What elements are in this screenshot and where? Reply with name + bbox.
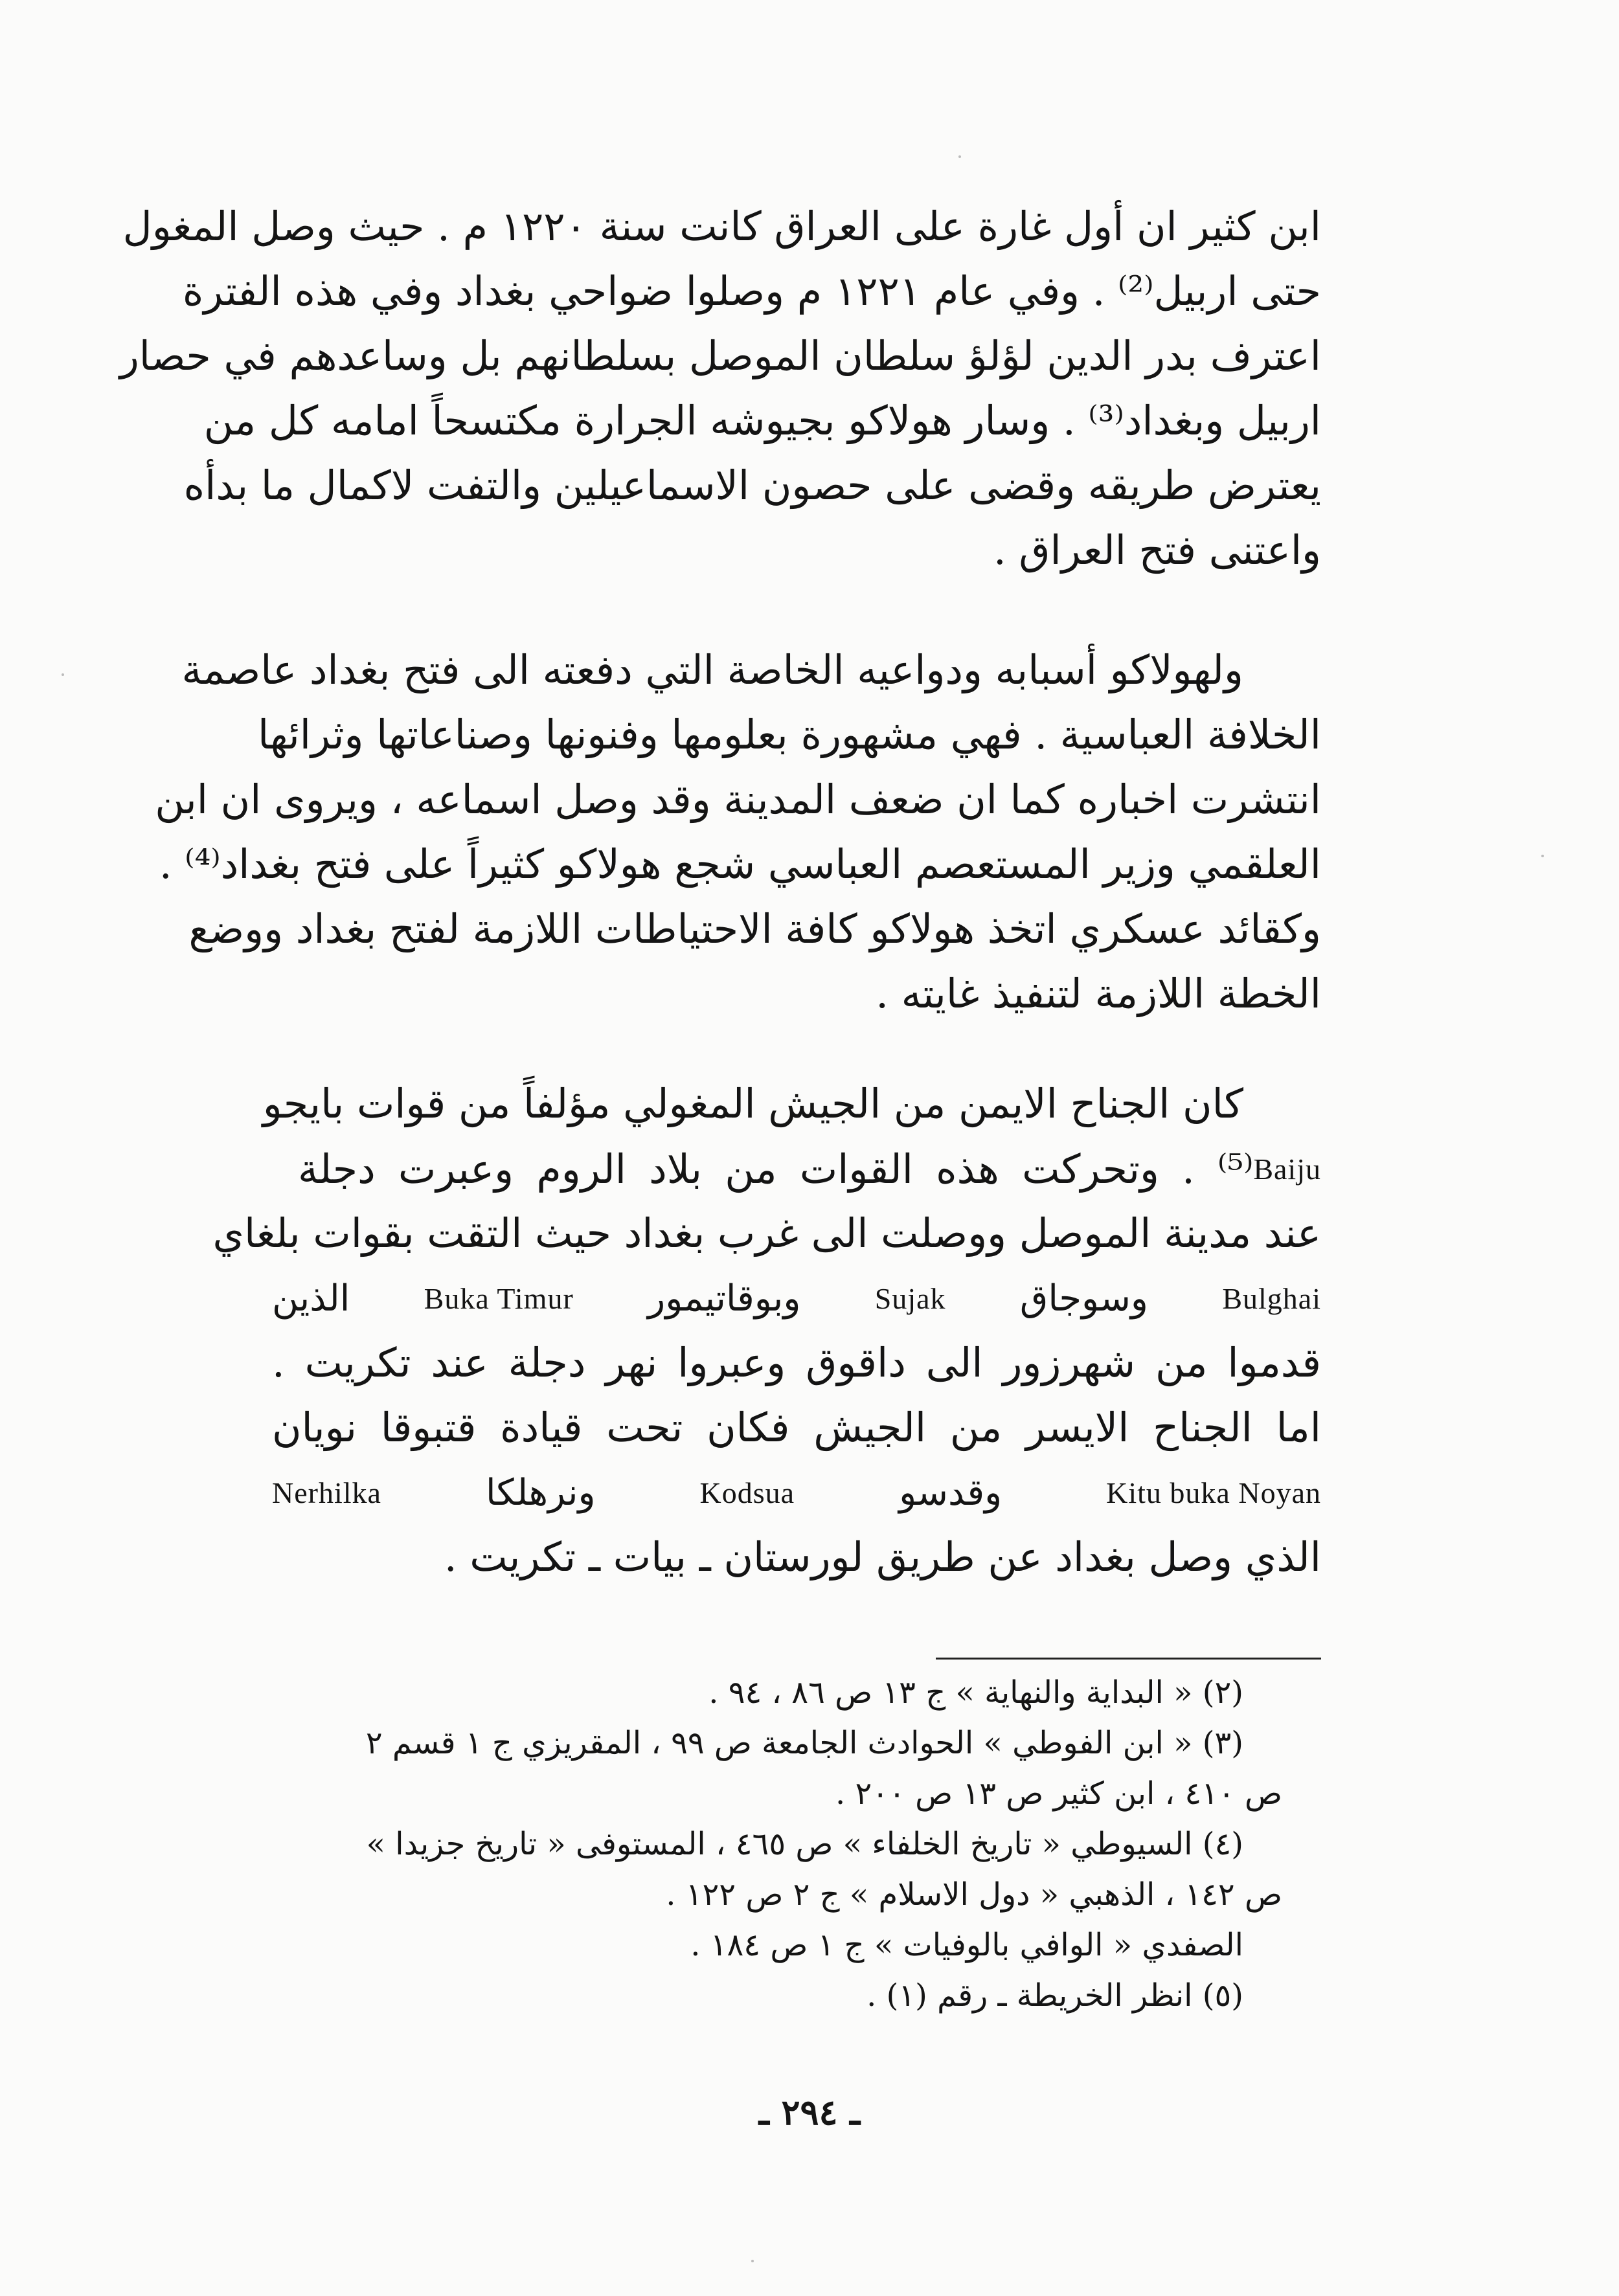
footnotes [259,1667,1282,2021]
latin-name: Baiju [1253,1152,1321,1186]
text-line: وكقائد عسكري اتخذ هولاكو كافة الاحتياطات اللازمة لفتح بغداد ووضع [188,905,1321,952]
footnote-divider [936,1658,1321,1660]
text-line-mixed [272,1460,1321,1525]
latin-name: Nerhilka [272,1476,381,1509]
footnote-line: (٥) انظر الخريطة ـ رقم (١) . [866,1977,1243,2014]
text-segment: الذين [272,1277,350,1320]
footnote-line: (٣) « ابن الفوطي » الحوادث الجامعة ص ٩٩ ، المقريزي ج ١ قسم ٢ [365,1725,1243,1761]
text-line: الخطة اللازمة لتنفيذ غايته . [876,970,1321,1017]
text-line: اعترف بدر الدين لؤلؤ سلطان الموصل بسلطانهم بل وساعدهم في حصار [119,332,1321,379]
footnote-line: ص ١٤٢ ، الذهبي « دول الاسلام » ج ٢ ص ١٢٢ . [666,1876,1282,1913]
text-line: ابن كثير ان أول غارة على العراق كانت سنة ١٢٢٠ م . حيث وصل المغول [122,203,1321,250]
footnote-line: ص ٤١٠ ، ابن كثير ص ١٣ ص ٢٠٠ . [835,1775,1282,1812]
paragraph-3 [212,1072,1321,1590]
text-segment: وقدسو [899,1471,1002,1514]
footnote-line: (٤) السيوطي « تاريخ الخلفاء » ص ٤٦٥ ، المستوفى « تاريخ جزيدا » [366,1826,1243,1862]
text-segment: وبوقاتيمور [648,1277,801,1320]
scan-speck [1541,855,1544,857]
text-segment: وسوجاق [1019,1277,1148,1320]
text-segment: ونرهلكا [485,1471,596,1514]
text-line: قدموا من شهرزور الى داقوق وعبروا نهر دجلة عند تكريت . [272,1339,1321,1386]
footnote-line: (٢) « البداية والنهاية » ج ١٣ ص ٨٦ ، ٩٤ . [708,1674,1243,1711]
text-line: انتشرت اخباره كما ان ضعف المدينة وقد وصل اسماعه ، ويروى ان ابن [155,776,1321,823]
text-line: حتى اربيل⁽²⁾ . وفي عام ١٢٢١ م وصلوا ضواحي بغداد وفي هذه الفترة [182,267,1321,315]
text-line: عند مدينة الموصل ووصلت الى غرب بغداد حيث التقت بقوات بلغاي [212,1210,1321,1257]
text-line: كان الجناح الايمن من الجيش المغولي مؤلفاً من قوات بايجو [262,1080,1243,1127]
latin-name: Kitu buka Noyan [1106,1476,1321,1509]
latin-name: Sujak [874,1281,946,1315]
paragraph-2 [155,638,1321,1026]
text-line: الخلافة العباسية . فهي مشهورة بعلومها وفنونها وصناعاتها وثرائها [258,711,1321,758]
text-line-mixed [272,1266,1321,1331]
latin-name: Kodsua [699,1476,795,1509]
scan-speck [62,673,64,676]
scan-speck [751,2260,754,2262]
text-segment: ⁽⁵⁾ . وتحركت هذه القوات من بلاد الروم وعبرت دجلة [298,1145,1254,1193]
text-line: ولهولاكو أسبابه ودواعيه الخاصة التي دفعته الى فتح بغداد عاصمة [181,646,1243,693]
text-line: واعتنى فتح العراق . [993,526,1321,574]
latin-name: Buka Timur [424,1281,574,1315]
text-line: الذي وصل بغداد عن طريق لورستان ـ بيات ـ تكريت . [444,1533,1321,1581]
paragraph-1 [119,194,1321,583]
footnote-line: الصفدي « الوافي بالوفيات » ج ١ ص ١٨٤ . [690,1927,1243,1963]
page-number: ـ ٢٩٤ ـ [758,2091,861,2133]
text-line: يعترض طريقه وقضى على حصون الاسماعيلين والتفت لاكمال ما بدأه [183,462,1321,509]
scan-speck [958,155,961,158]
text-line: اما الجناح الايسر من الجيش فكان تحت قيادة قتبوقا نويان [272,1404,1321,1451]
text-line-mixed [272,1136,1321,1201]
text-line: العلقمي وزير المستعصم العباسي شجع هولاكو كثيراً على فتح بغداد⁽⁴⁾ . [159,840,1321,888]
latin-name: Bulghai [1222,1281,1321,1315]
text-line: اربيل وبغداد⁽³⁾ . وسار هولاكو بجيوشه الجرارة مكتسحاً امامه كل من [203,397,1321,444]
